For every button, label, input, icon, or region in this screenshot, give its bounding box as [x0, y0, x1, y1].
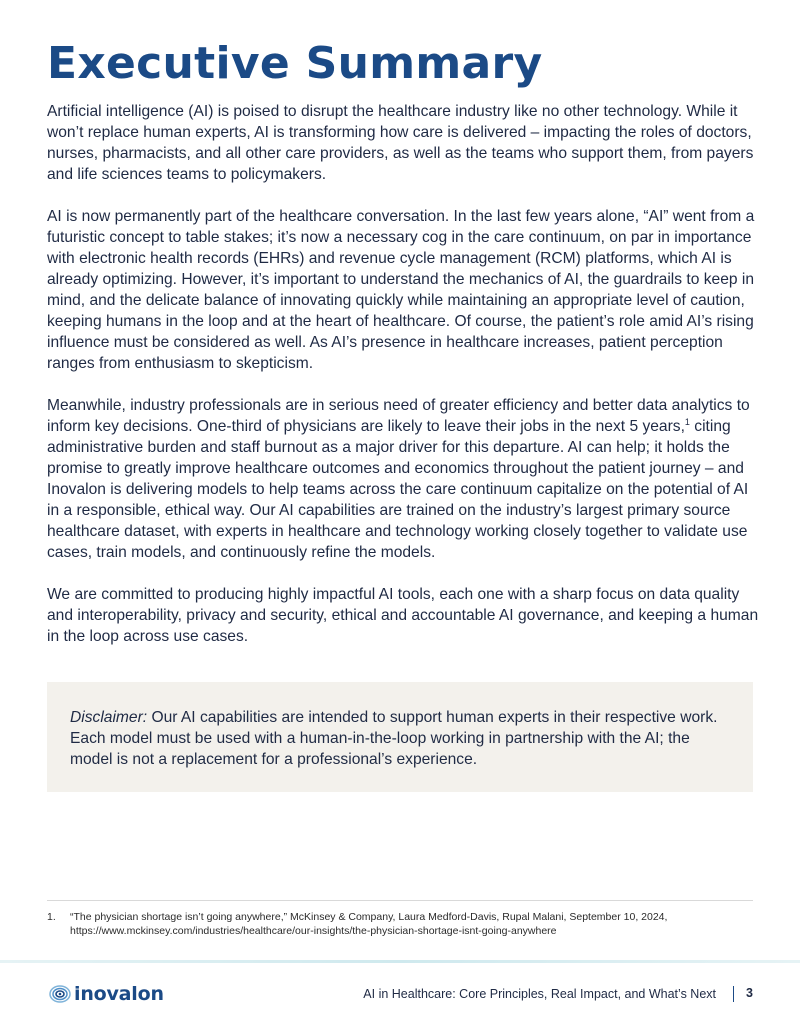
footnote [47, 910, 757, 938]
page-number: 3 [746, 986, 753, 1000]
logo-wordmark: inovalon [74, 983, 164, 1005]
footnote-divider [47, 900, 753, 901]
disclaimer-box [47, 682, 753, 792]
disclaimer-label: Disclaimer: [70, 709, 148, 726]
body-text [47, 101, 759, 668]
paragraph-intro: Artificial intelligence (AI) is poised to disrupt the healthcare industry like no other technology. While it won’t replace human experts, AI is transforming how care is delivered – impacting the roles of doctors, nurses, pharmacists, and all other care providers, as well as the teams who support them, from payers and life sciences teams to policymakers. [47, 103, 754, 183]
paragraph-efficiency-start: Meanwhile, industry professionals are in serious need of greater efficiency and better data analytics to inform key decisions. One-third of physicians are likely to leave their jobs in the next 5 years, [47, 397, 750, 435]
page-title: Executive Summary [47, 38, 543, 89]
disclaimer-body: Our AI capabilities are intended to support human experts in their respective work. Each model must be used with a human-in-the-loop working in partnership with the AI; the model is not a replacement for a professional’s experience. [70, 709, 718, 768]
paragraph-efficiency [47, 395, 759, 563]
footnote-text[interactable]: “The physician shortage isn’t going anywhere,” McKinsey & Company, Laura Medford-Davis, Rupal Malani, September 10, 2024, https://www.mckinsey.com/industries/healthcare/our-insights/the-physician-shortage-isnt-going-anywhere [70, 911, 668, 937]
footnote-reference[interactable]: 1 [684, 416, 690, 427]
paragraph-efficiency-end: citing administrative burden and staff burnout as a major driver for this departure. AI can help; it holds the promise to greatly improve healthcare outcomes and economics throughout the patient journey – and Inovalon is delivering models to help teams across the care continuum capitalize on the potential of AI in a responsible, ethical way. Our AI capabilities are trained on the industry’s largest primary source healthcare dataset, with experts in healthcare and technology working closely together to validate use cases, train models, and continuously refine the models. [47, 418, 749, 561]
disclaimer-text [70, 707, 729, 770]
paragraph-conversation: AI is now permanently part of the healthcare conversation. In the last few years alone, “AI” went from a futuristic concept to table stakes; it’s now a necessary cog in the care continuum, on par in importance with electronic health records (EHRs) and revenue cycle management (RCM) platforms, which AI is already optimizing. However, it’s important to understand the mechanics of AI, the guardrails to keep in mind, and the delicate balance of innovating quickly while maintaining an appropriate level of caution, keeping humans in the loop and at the heart of healthcare. Of course, the patient’s role amid AI’s rising influence must be considered as well. As AI’s presence in healthcare increases, patient perception ranges from enthusiasm to skepticism. [47, 208, 755, 372]
paragraph-commitment: We are committed to producing highly impactful AI tools, each one with a sharp focus on data quality and interoperability, privacy and security, ethical and accountable AI governance, and keeping a human in the loop across use cases. [47, 586, 759, 645]
inovalon-logo [48, 982, 164, 1006]
footnote-number: 1. [47, 911, 56, 923]
footer-divider [733, 986, 734, 1002]
footer-band [0, 960, 800, 963]
logo-swirl-icon [48, 983, 72, 1005]
footer-document-title: AI in Healthcare: Core Principles, Real Impact, and What’s Next [363, 987, 716, 1001]
